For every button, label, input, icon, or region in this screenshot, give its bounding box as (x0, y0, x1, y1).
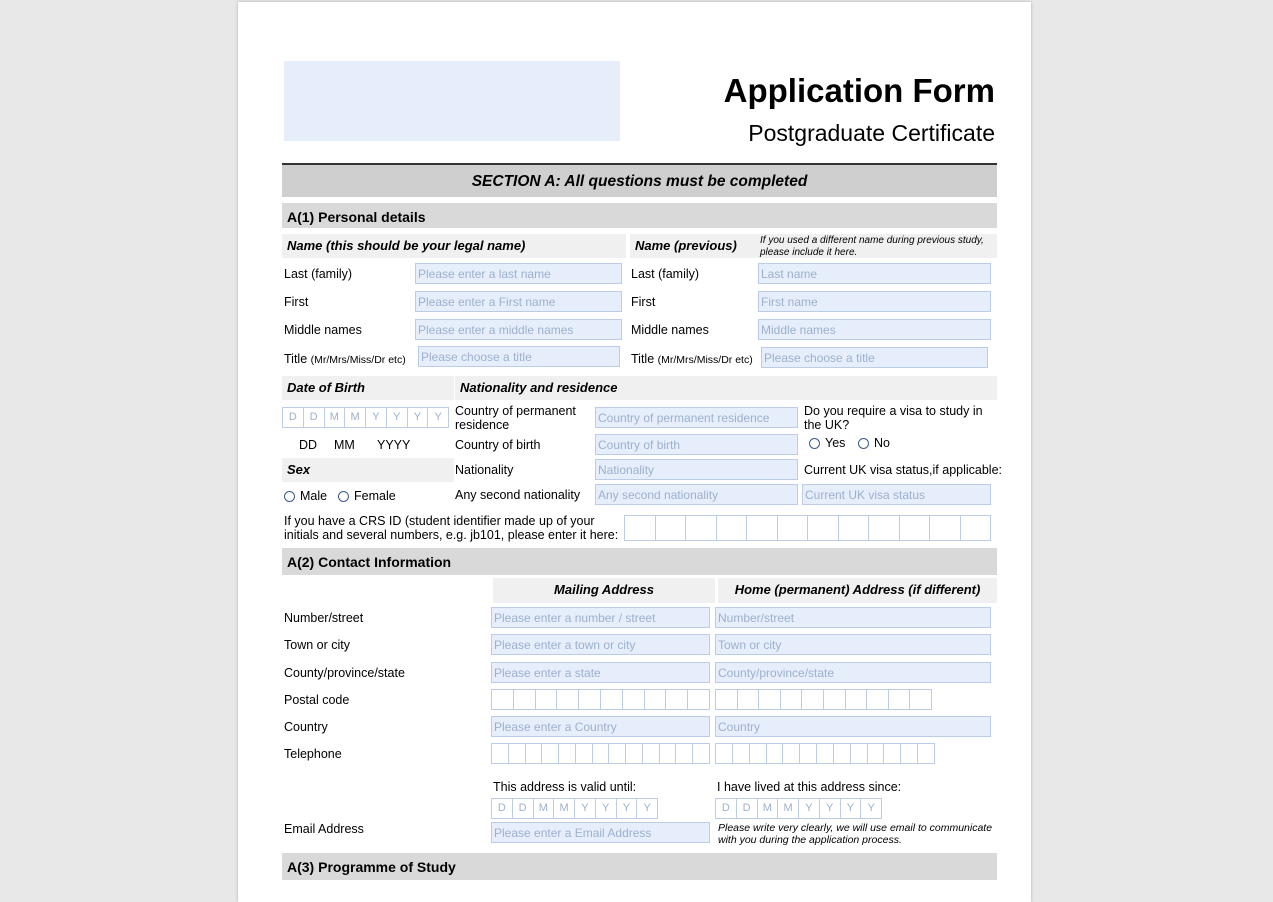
home-county-input[interactable]: County/province/state (715, 662, 991, 683)
prev-first-name-input[interactable]: First name (758, 291, 991, 312)
home-postal-boxes[interactable] (715, 689, 932, 710)
mailing-postal-boxes[interactable] (491, 689, 710, 710)
label-county: County/province/state (284, 666, 405, 680)
lived-since-boxes[interactable]: D D M M Y Y Y Y (715, 798, 882, 819)
section-a-bar (282, 163, 997, 197)
label-prev-last: Last (family) (631, 267, 700, 281)
label-street: Number/street (284, 611, 364, 625)
dob-label-dd: DD (299, 438, 318, 452)
dob-label-mm: MM (334, 438, 355, 452)
label-country: Country (284, 720, 328, 734)
label-email: Email Address (284, 822, 364, 836)
label-title: Title (Mr/Mrs/Miss/Dr etc) (284, 352, 406, 366)
home-heading: Home (permanent) Address (if different) (718, 578, 997, 603)
label-middle: Middle names (284, 323, 362, 337)
visa-radio-no[interactable]: No (858, 436, 890, 450)
last-name-input[interactable]: Please enter a last name (415, 263, 622, 284)
second-nationality-input[interactable]: Any second nationality (595, 484, 798, 505)
visa-status-input[interactable]: Current UK visa status (802, 484, 991, 505)
mailing-heading: Mailing Address (493, 578, 715, 603)
prev-last-name-input[interactable]: Last name (758, 263, 991, 284)
prev-middle-names-input[interactable]: Middle names (758, 319, 991, 340)
home-street-input[interactable]: Number/street (715, 607, 991, 628)
label-second-nationality: Any second nationality (455, 488, 581, 502)
label-prev-middle: Middle names (631, 323, 709, 337)
a2-heading: A(2) Contact Information (282, 548, 997, 575)
middle-names-input[interactable]: Please enter a middle names (415, 319, 622, 340)
label-town: Town or city (284, 638, 350, 652)
crs-text: If you have a CRS ID (student identifier made up of your initials and several numbers, e.g. jb101, please enter it here: (284, 514, 619, 542)
name-previous-title: Name (previous) (635, 238, 737, 253)
name-previous-heading (630, 234, 997, 258)
section-a-title: SECTION A: All questions must be completed (471, 173, 808, 190)
name-legal-heading: Name (this should be your legal name) (282, 234, 626, 258)
label-postal: Postal code (284, 693, 350, 707)
mailing-phone-boxes[interactable] (491, 743, 710, 764)
email-input[interactable]: Please enter a Email Address (491, 822, 710, 843)
mailing-town-input[interactable]: Please enter a town or city (491, 634, 710, 655)
page-title: Application Form (723, 72, 995, 109)
sex-radio-female[interactable]: Female (338, 489, 396, 503)
residence-input[interactable]: Country of permanent residence (595, 407, 798, 428)
valid-until-label: This address is valid until: (493, 780, 637, 794)
label-prev-first: First (631, 295, 656, 309)
radio-circle-icon (858, 438, 869, 449)
mailing-county-input[interactable]: Please enter a state (491, 662, 710, 683)
visa-status-label: Current UK visa status,if applicable: (804, 463, 1003, 477)
prev-title-select[interactable]: Please choose a title (761, 347, 988, 368)
crs-id-boxes[interactable] (624, 515, 991, 541)
page-subtitle: Postgraduate Certificate (748, 120, 995, 146)
home-country-input[interactable]: Country (715, 716, 991, 737)
a3-heading: A(3) Programme of Study (282, 853, 997, 880)
label-residence: Country of permanent residence (455, 404, 576, 432)
title-select[interactable]: Please choose a title (418, 346, 620, 367)
birth-country-input[interactable]: Country of birth (595, 434, 798, 455)
radio-circle-icon (284, 491, 295, 502)
home-town-input[interactable]: Town or city (715, 634, 991, 655)
label-telephone: Telephone (284, 747, 342, 761)
visa-radio-yes[interactable]: Yes (809, 436, 845, 450)
first-name-input[interactable]: Please enter a First name (415, 291, 622, 312)
label-nationality: Nationality (455, 463, 514, 477)
dob-heading: Date of Birth (282, 376, 454, 400)
home-phone-boxes[interactable] (715, 743, 935, 764)
form-page (238, 2, 1031, 902)
mailing-street-input[interactable]: Please enter a number / street (491, 607, 710, 628)
label-first: First (284, 295, 309, 309)
sex-radio-male[interactable]: Male (284, 489, 327, 503)
logo-placeholder (284, 61, 620, 141)
sex-heading: Sex (282, 458, 454, 482)
nationality-heading: Nationality and residence (455, 376, 997, 400)
label-last: Last (family) (284, 267, 353, 281)
dob-boxes[interactable]: D D M M Y Y Y Y (282, 407, 449, 428)
visa-question: Do you require a visa to study in the UK? (804, 404, 983, 432)
valid-until-boxes[interactable]: D D M M Y Y Y Y (491, 798, 658, 819)
mailing-country-input[interactable]: Please enter a Country (491, 716, 710, 737)
dob-label-yyyy: YYYY (377, 438, 411, 452)
lived-since-label: I have lived at this address since: (717, 780, 902, 794)
radio-circle-icon (809, 438, 820, 449)
name-previous-note: If you used a different name during previous study, please include it here. (760, 235, 984, 258)
label-prev-title: Title (Mr/Mrs/Miss/Dr etc) (631, 352, 753, 366)
radio-circle-icon (338, 491, 349, 502)
a1-heading: A(1) Personal details (282, 203, 997, 228)
email-note: Please write very clearly, we will use email to communicate with you during the application process. (718, 822, 993, 846)
nationality-input[interactable]: Nationality (595, 459, 798, 480)
label-birth: Country of birth (455, 438, 541, 452)
